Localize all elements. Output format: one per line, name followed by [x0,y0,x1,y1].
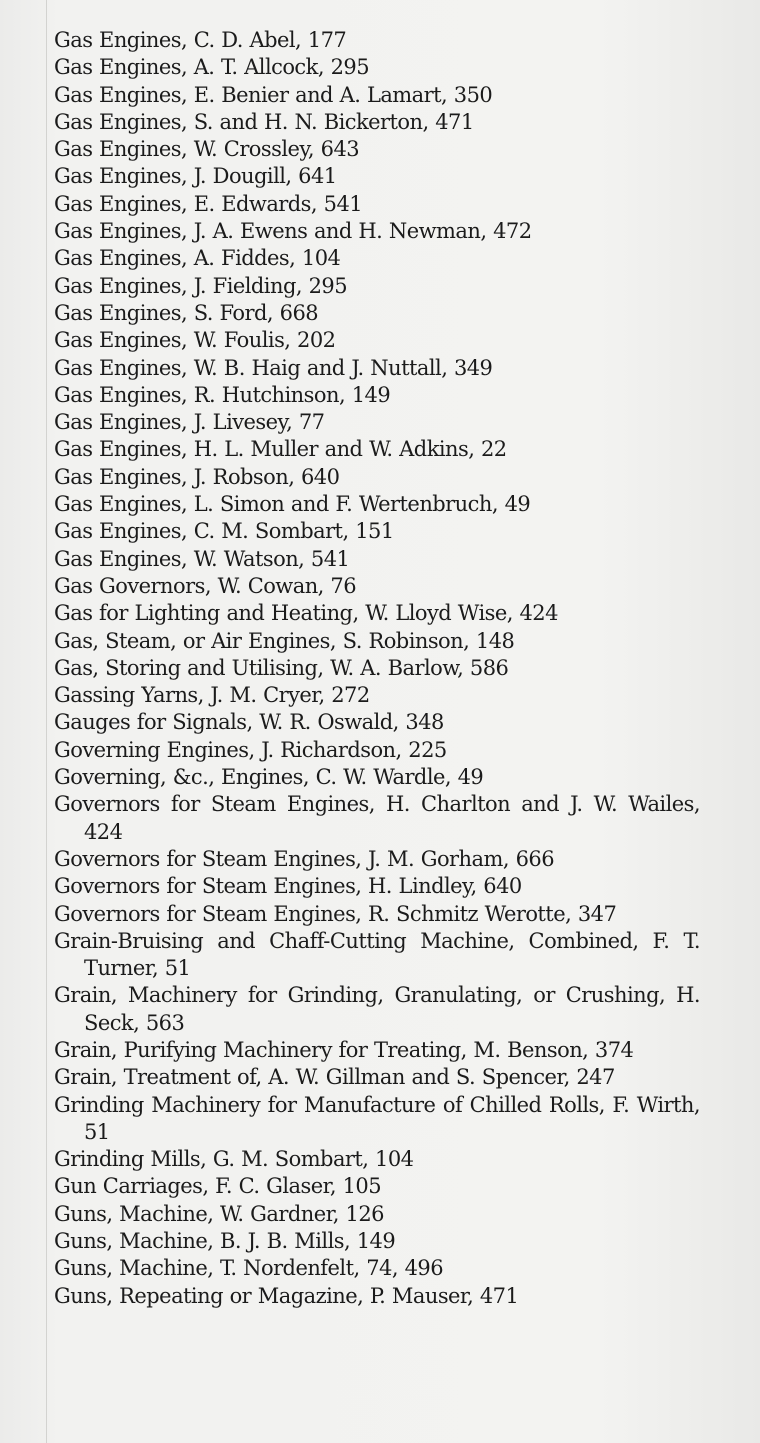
index-entry: Gas Engines, J. Robson, 640 [54,464,340,489]
index-entry: Gas Engines, E. Edwards, 541 [54,191,363,216]
index-entry: Gas Engines, C. M. Sombart, 151 [54,519,394,544]
index-entry: Governors for Steam Engines, J. M. Gorham, 666 [54,846,555,871]
index-entry: Gas Engines, L. Simon and F. Wertenbruch, 49 [54,492,531,517]
index-entry: Gas Engines, R. Hutchinson, 149 [54,382,391,407]
index-entry: Gas Engines, E. Benier and A. Lamart, 350 [54,82,493,107]
index-entry: Gas Engines, J. A. Ewens and H. Newman, 472 [54,219,532,244]
index-entry: Guns, Repeating or Magazine, P. Mauser, 471 [54,1283,519,1308]
index-entry: Governors for Steam Engines, H. Lindley, 640 [54,874,522,899]
index-entry: Gas Engines, H. L. Muller and W. Adkins, 22 [54,437,507,462]
index-entry: Gauges for Signals, W. R. Oswald, 348 [54,710,444,735]
index-entry: Grain-Bruising and Chaff-Cutting Machine, Combined, F. T. Turner, 51 [54,928,700,981]
index-entry: Guns, Machine, B. J. B. Mills, 149 [54,1229,396,1254]
index-entry: Gas Governors, W. Cowan, 76 [54,573,357,598]
index-entry: Gun Carriages, F. C. Glaser, 105 [54,1174,382,1199]
index-entry: Grinding Machinery for Manufacture of Chilled Rolls, F. Wirth, 51 [54,1092,700,1144]
index-entry: Gas Engines, W. Foulis, 202 [54,328,336,353]
index-entry: Gas Engines, S. Ford, 668 [54,300,319,325]
index-entry: Gas Engines, S. and H. N. Bickerton, 471 [54,109,474,134]
index-entry: Gas Engines, J. Fielding, 295 [54,273,348,298]
subject-index-list [54,27,700,1310]
index-entry: Grain, Machinery for Grinding, Granulating, or Crushing, H. Seck, 563 [54,983,700,1035]
index-entry: Guns, Machine, T. Nordenfelt, 74, 496 [54,1256,444,1281]
index-entry: Gas Engines, A. T. Allcock, 295 [54,55,370,80]
index-entry: Grain, Purifying Machinery for Treating, M. Benson, 374 [54,1037,634,1062]
index-entry: Grinding Mills, G. M. Sombart, 104 [54,1147,414,1172]
index-entry: Gas Engines, J. Livesey, 77 [54,410,325,435]
index-entry: Gas for Lighting and Heating, W. Lloyd Wise, 424 [54,601,558,626]
index-entry: Gas Engines, C. D. Abel, 177 [54,28,347,52]
index-entry: Gas Engines, W. Crossley, 643 [54,137,360,162]
index-entry: Gas, Steam, or Air Engines, S. Robinson, 148 [54,628,515,653]
index-entry: Governing Engines, J. Richardson, 225 [54,737,447,762]
index-entry: Gas Engines, W. Watson, 541 [54,546,350,571]
index-entry: Grain, Treatment of, A. W. Gillman and S. Spencer, 247 [54,1065,615,1090]
index-entry: Gas Engines, W. B. Haig and J. Nuttall, 349 [54,355,493,380]
index-entry: Governors for Steam Engines, R. Schmitz Werotte, 347 [54,901,617,926]
page-gutter-edge [46,0,47,1443]
index-entry: Gas, Storing and Utilising, W. A. Barlow, 586 [54,655,509,680]
index-entry: Governors for Steam Engines, H. Charlton and J. W. Wailes, 424 [54,792,700,844]
index-entry: Guns, Machine, W. Gardner, 126 [54,1201,384,1226]
index-entry: Gas Engines, J. Dougill, 641 [54,164,337,189]
index-entry: Governing, &c., Engines, C. W. Wardle, 49 [54,765,484,790]
index-entry: Gas Engines, A. Fiddes, 104 [54,246,341,271]
index-entry: Gassing Yarns, J. M. Cryer, 272 [54,683,370,708]
